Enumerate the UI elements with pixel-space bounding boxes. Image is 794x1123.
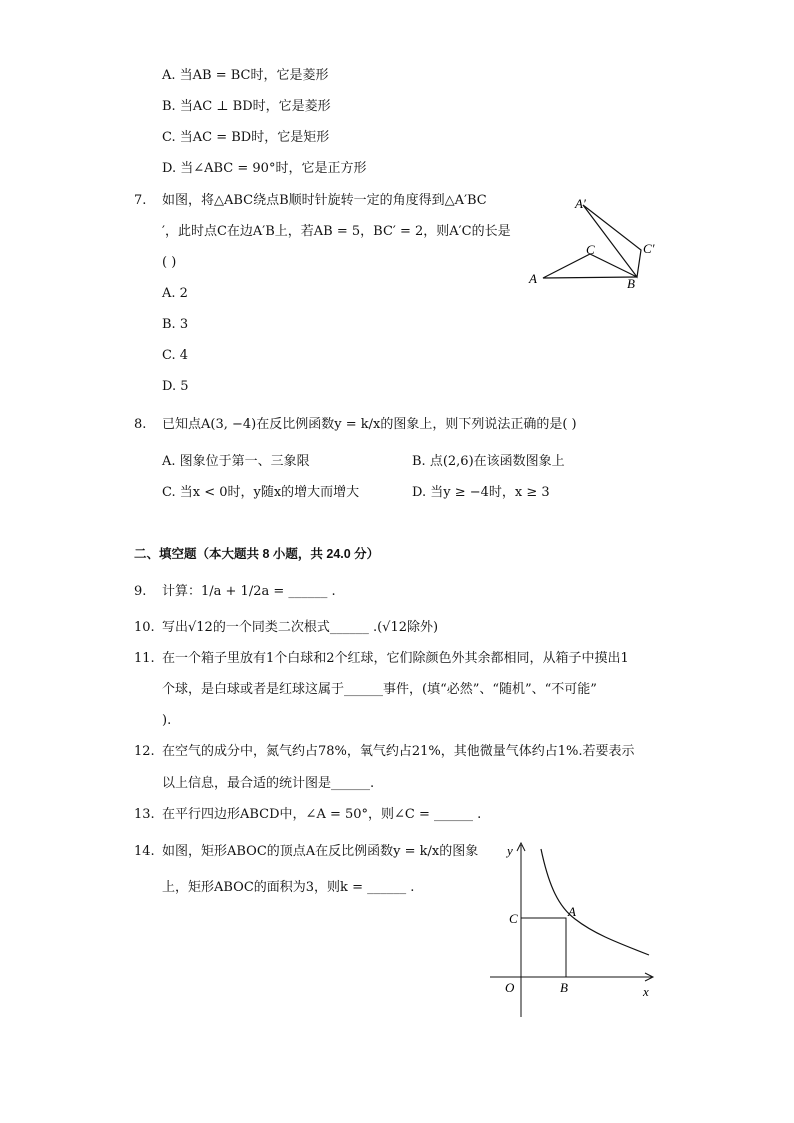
q6-option-a: A. 当AB = BC时，它是菱形: [162, 68, 329, 83]
label-a: A: [529, 271, 537, 286]
q7-stem-line2: ′，此时点C在边A′B上，若AB = 5，BC′ = 2，则A′C的长是: [162, 224, 511, 239]
q12-line2: 以上信息，最合适的统计图是______.: [162, 776, 375, 791]
q13-number: 13.: [134, 807, 155, 822]
q14-line2: 上，矩形ABOC的面积为3，则k = ______ .: [162, 880, 415, 895]
q11-line1: 在一个箱子里放有1个白球和2个红球，它们除颜色外其余都相同，从箱子中摸出1: [162, 651, 629, 666]
label-y: y: [507, 843, 513, 858]
q7-option-a: A. 2: [162, 286, 188, 301]
q10-number: 10.: [134, 620, 155, 635]
q7-option-b: B. 3: [162, 317, 189, 332]
q14-hyperbola-figure: [485, 835, 665, 1025]
q11-number: 11.: [134, 651, 155, 666]
q14-line1: 如图，矩形ABOC的顶点A在反比例函数y = k/x的图象: [162, 844, 479, 859]
q14-number: 14.: [134, 844, 155, 859]
q8-number: 8.: [134, 417, 147, 432]
label-a: A: [568, 904, 576, 919]
q11-line3: ).: [162, 713, 172, 728]
triangle-a-prime-bc-prime: [583, 205, 641, 277]
section-2-title: 二、填空题（本大题共 8 小题，共 24.0 分）: [134, 547, 380, 561]
label-c: C: [586, 242, 595, 257]
label-b: B: [560, 980, 568, 995]
label-b: B: [627, 276, 635, 291]
label-o: O: [505, 980, 515, 995]
label-c: C: [509, 911, 518, 926]
label-x: x: [643, 984, 649, 999]
q7-number: 7.: [134, 193, 147, 208]
q7-option-d: D. 5: [162, 379, 189, 394]
q9-text: 计算：1/a + 1/2a = ______ .: [162, 584, 336, 599]
q7-stem-line1: 如图，将△ABC绕点B顺时针旋转一定的角度得到△A′BC: [162, 193, 487, 208]
q12-line1: 在空气的成分中，氮气约占78%，氧气约占21%，其他微量气体约占1%.若要表示: [162, 744, 635, 759]
rectangle-abo: [521, 918, 566, 977]
q12-number: 12.: [134, 744, 155, 759]
q7-triangle-figure: [520, 190, 670, 295]
q7-option-c: C. 4: [162, 348, 189, 363]
q10-text: 写出√12的一个同类二次根式______ .(√12除外): [162, 620, 439, 635]
q11-line2: 个球，是白球或者是红球这属于______事件，(填“必然”、“随机”、“不可能”: [162, 682, 597, 697]
q8-option-a: A. 图象位于第一、三象限: [162, 454, 310, 469]
q7-stem-line3: ( ): [162, 255, 177, 270]
label-a-prime: A′: [575, 196, 586, 211]
q13-text: 在平行四边形ABCD中，∠A = 50°，则∠C = ______ .: [162, 807, 482, 822]
q8-stem: 已知点A(3, −4)在反比例函数y = k/x的图象上，则下列说法正确的是( ): [162, 417, 577, 432]
q6-option-d: D. 当∠ABC = 90°时，它是正方形: [162, 161, 367, 176]
q6-option-b: B. 当AC ⊥ BD时，它是菱形: [162, 99, 331, 114]
label-c-prime: C′: [643, 241, 655, 256]
q9-number: 9.: [134, 584, 147, 599]
q8-option-c: C. 当x < 0时，y随x的增大而增大: [162, 485, 360, 500]
q8-option-b: B. 点(2,6)在该函数图象上: [412, 454, 565, 469]
hyperbola-curve: [541, 849, 649, 955]
q6-option-c: C. 当AC = BD时，它是矩形: [162, 130, 330, 145]
q8-option-d: D. 当y ≥ −4时，x ≥ 3: [412, 485, 550, 500]
